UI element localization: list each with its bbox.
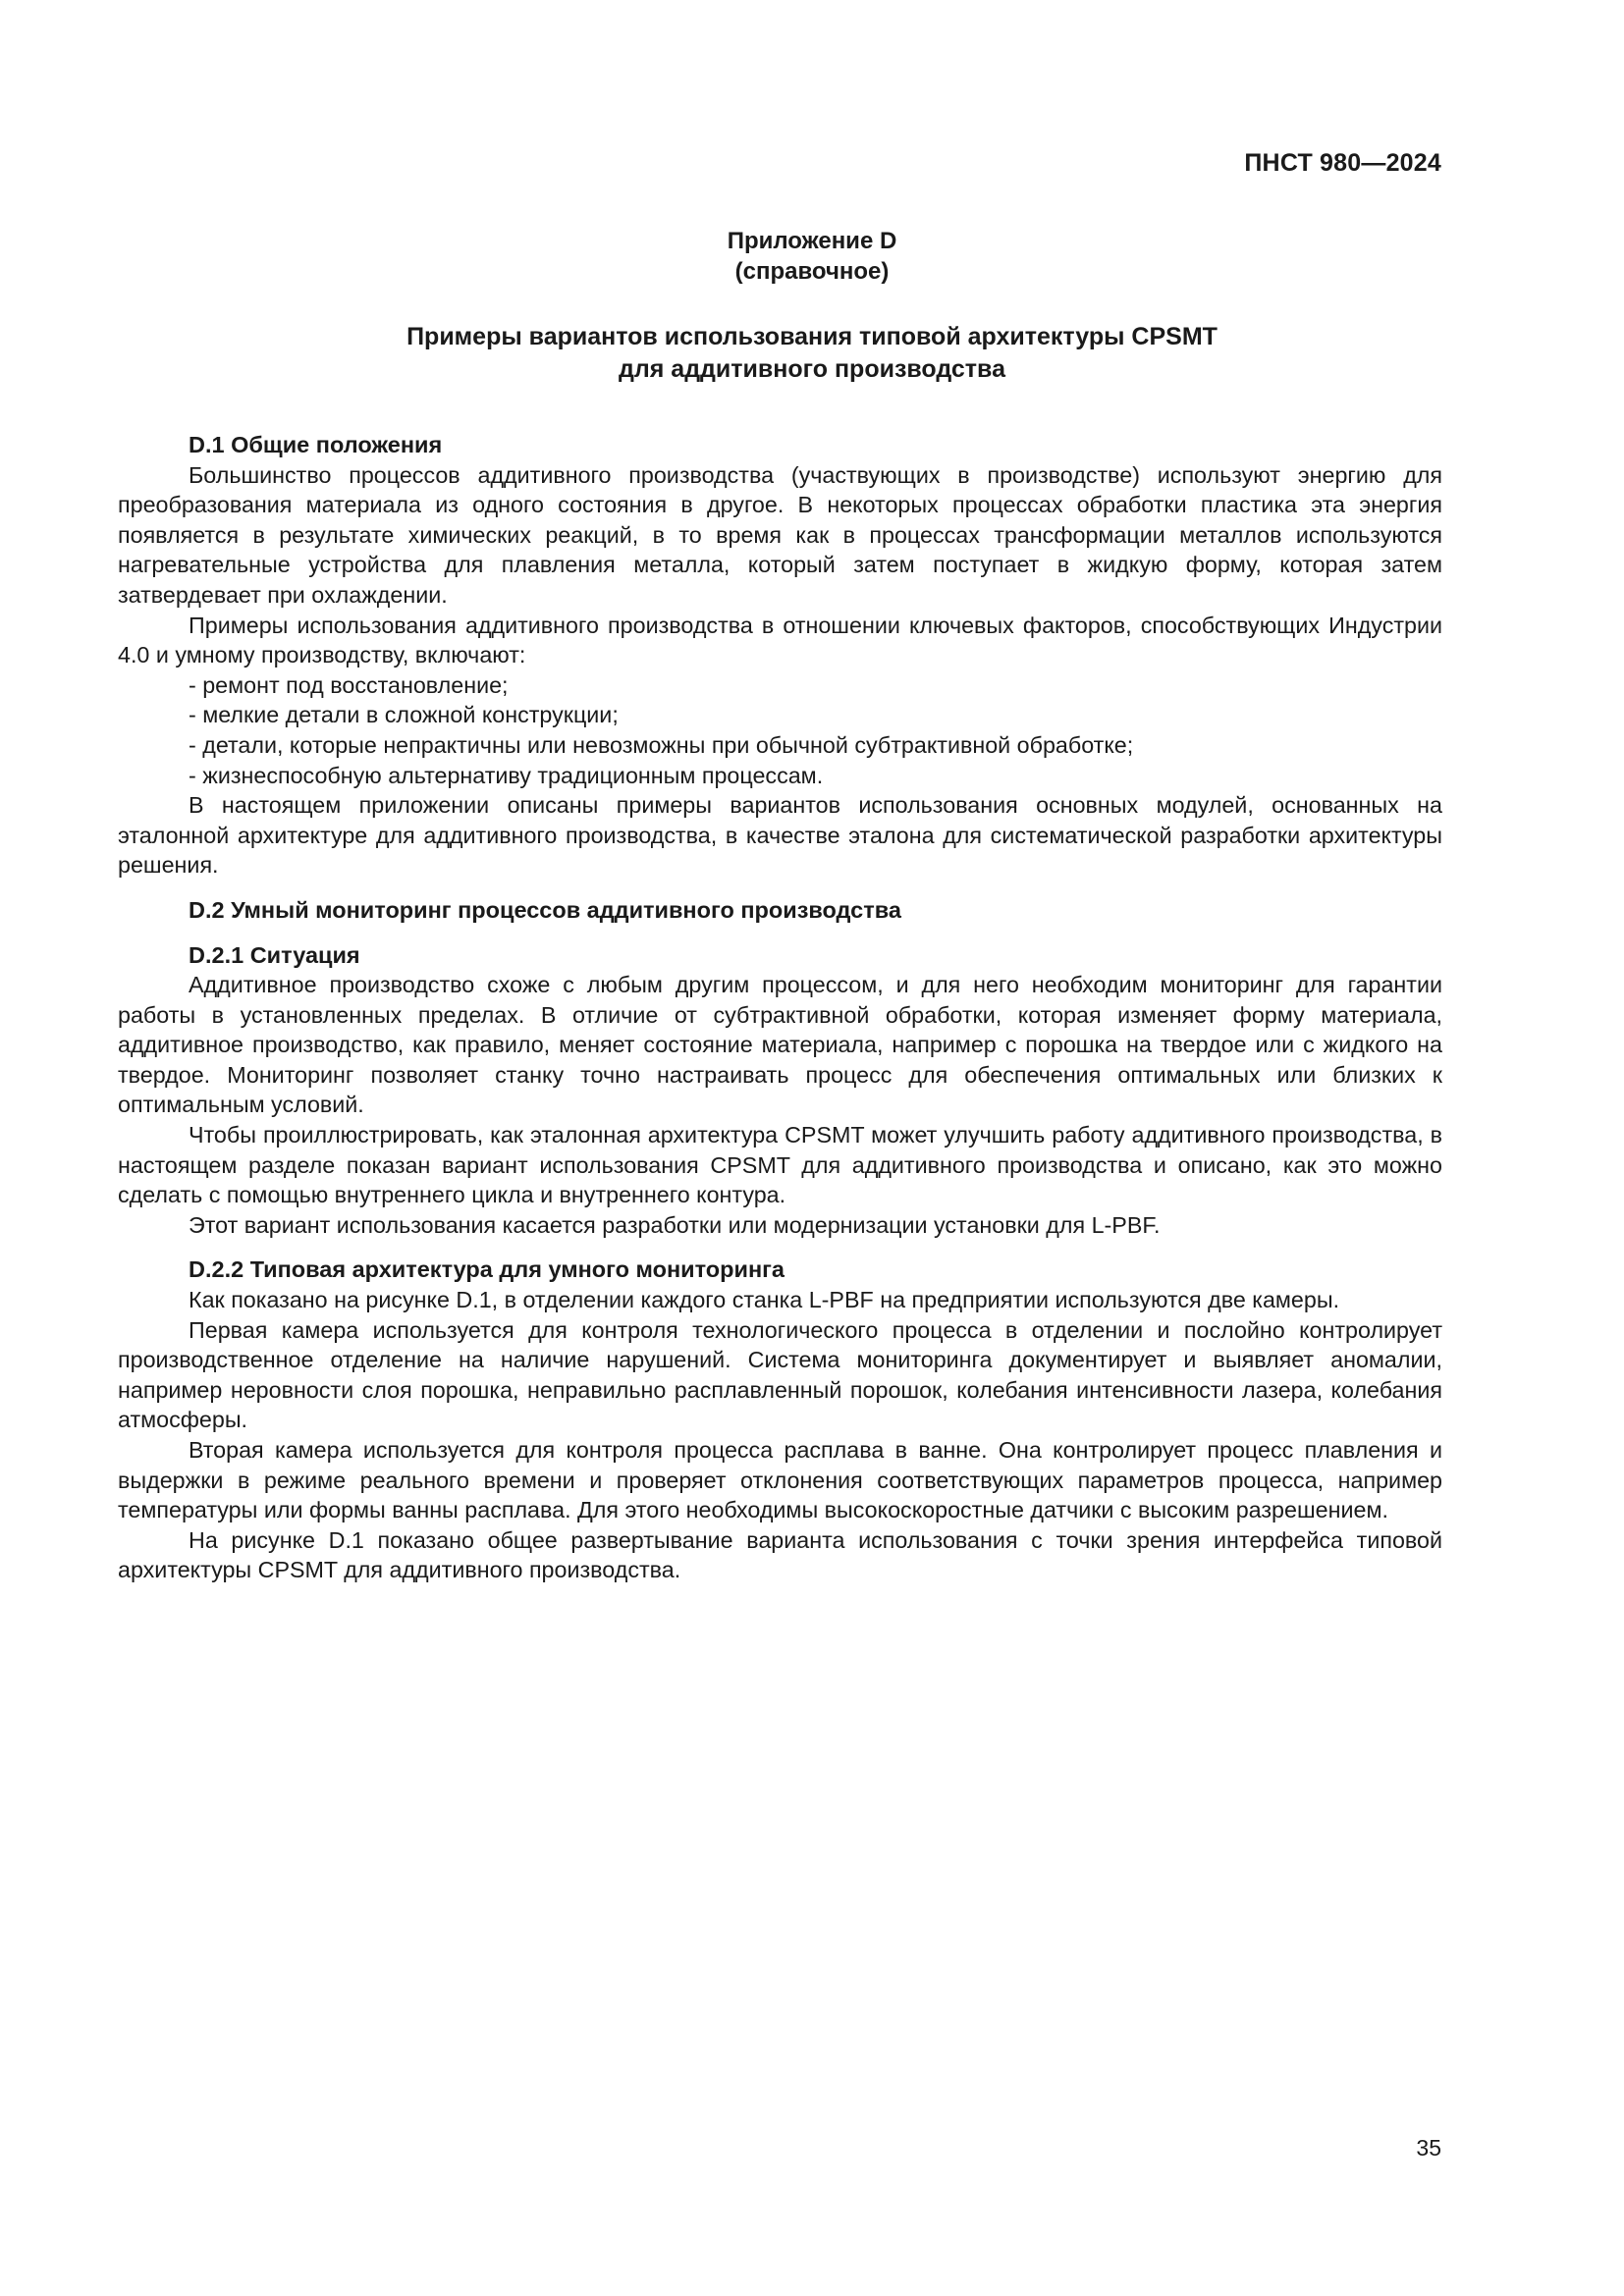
paragraph: На рисунке D.1 показано общее развертывание варианта использования с точки зрения интерфейса типовой архитектуры CPSMT для аддитивного производства. bbox=[118, 1526, 1442, 1583]
appendix-title-line-2: для аддитивного производства bbox=[619, 355, 1005, 383]
paragraph: Вторая камера используется для контроля процесса расплава в ванне. Она контролирует процесс плавления и выдержки в режиме реального времени и проверяет отклонения соответствующих параметров процесса, например температуры или формы ванны расплава. Для этого необходимы высокоскоростные датчики с высоким разрешением. bbox=[118, 1437, 1442, 1523]
list-item: - жизнеспособную альтернативу традиционным процессам. bbox=[189, 762, 824, 788]
appendix-kind: (справочное) bbox=[734, 258, 890, 285]
appendix-title-line-1: Примеры вариантов использования типовой архитектуры CPSMT bbox=[406, 323, 1218, 350]
paragraph: Как показано на рисунке D.1, в отделении каждого станка L-PBF на предприятии используются две камеры. bbox=[189, 1287, 1340, 1313]
document-code: ПНСТ 980—2024 bbox=[1244, 149, 1441, 177]
appendix-title bbox=[0, 321, 1624, 386]
paragraph: Примеры использования аддитивного производства в отношении ключевых факторов, способствующих Индустрии 4.0 и умному производству, включают: bbox=[118, 612, 1442, 668]
list-item: - мелкие детали в сложной конструкции; bbox=[189, 702, 619, 728]
list-item: - детали, которые непрактичны или невозможны при обычной субтрактивной обработке; bbox=[189, 731, 1134, 758]
section-heading-d2: D.2 Умный мониторинг процессов аддитивного производства bbox=[189, 896, 901, 923]
paragraph: Аддитивное производство схоже с любым другим процессом, и для него необходим мониторинг для гарантии работы в установленных пределах. В отличие от субтрактивной обработки, которая изменяет форму материала, аддитивное производство, как правило, меняет состояние материала, например с порошка на твердое или с жидкого на твердое. Мониторинг позволяет станку точно настраивать процесс для обеспечения оптимальных или близких к оптимальным условий. bbox=[118, 972, 1442, 1118]
paragraph: Этот вариант использования касается разработки или модернизации установки для L-PBF. bbox=[189, 1211, 1161, 1238]
paragraph: Чтобы проиллюстрировать, как эталонная архитектура CPSMT может улучшить работу аддитивного производства, в настоящем разделе показан вариант использования CPSMT для аддитивного производства и описано, как это можно сделать с помощью внутреннего цикла и внутреннего контура. bbox=[118, 1122, 1442, 1208]
section-heading-d1: D.1 Общие положения bbox=[189, 432, 443, 457]
section-heading-d2-1: D.2.1 Ситуация bbox=[189, 941, 360, 968]
page-number: 35 bbox=[1416, 2135, 1441, 2161]
paragraph: Первая камера используется для контроля технологического процесса в отделении и послойно контролирует производственное отделение на наличие нарушений. Система мониторинга документирует и выявляет аномалии, например неровности слоя порошка, неправильно расплавленный порошок, колебания интенсивности лазера, колебания атмосферы. bbox=[118, 1316, 1442, 1433]
paragraph: Большинство процессов аддитивного производства (участвующих в производстве) используют энергию для преобразования материала из одного состояния в другое. В некоторых процессах обработки пластика эта энергия появляется в результате химических реакций, в то время как в процессах трансформации металлов используются нагревательные устройства для плавления металла, который затем поступает в жидкую форму, которая затем затвердевает при охлаждении. bbox=[118, 461, 1442, 608]
list-item: - ремонт под восстановление; bbox=[189, 671, 509, 698]
appendix-label: Приложение D bbox=[727, 228, 897, 254]
paragraph: В настоящем приложении описаны примеры вариантов использования основных модулей, основанных на эталонной архитектуре для аддитивного производства, в качестве эталона для систематической разработки архитектуры решения. bbox=[118, 792, 1442, 879]
section-heading-d2-2: D.2.2 Типовая архитектура для умного мониторинга bbox=[189, 1256, 785, 1283]
appendix-heading bbox=[0, 226, 1624, 287]
document-body bbox=[118, 430, 1442, 1585]
